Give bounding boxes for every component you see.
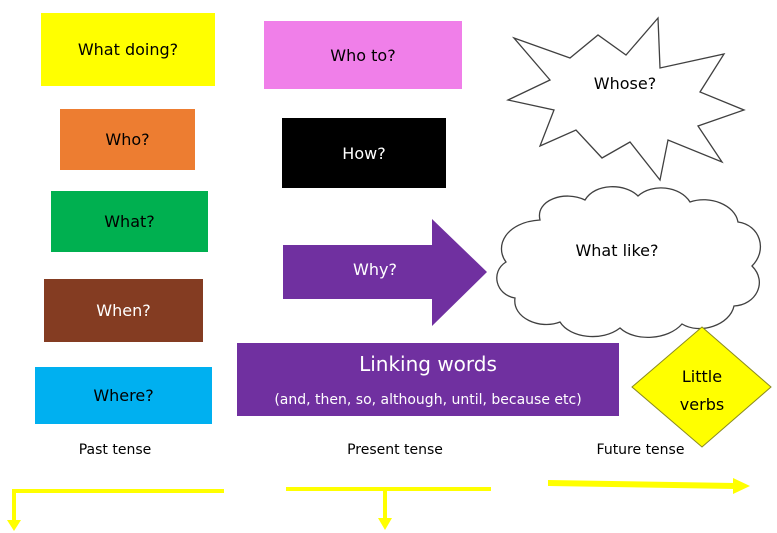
- how-label: How?: [342, 143, 386, 163]
- present-tense-label: Present tense: [347, 442, 443, 458]
- what-doing-label: What doing?: [77, 40, 179, 59]
- linking-words-subtitle: (and, then, so, although, until, because etc): [274, 392, 582, 408]
- what-label: What?: [104, 212, 155, 231]
- little-verbs-label-line1: Little: [681, 367, 723, 386]
- why-label: Why?: [353, 260, 397, 279]
- past-tense-arrow: [7, 489, 224, 531]
- where-label: Where?: [93, 386, 154, 405]
- what-like-label: What like?: [575, 241, 659, 260]
- little-verbs-label-line2: verbs: [679, 395, 725, 414]
- present-tense-arrow: [286, 487, 491, 530]
- future-tense-arrow: [548, 478, 750, 494]
- future-tense-label: Future tense: [596, 442, 685, 458]
- little-verbs-diamond-shape: [632, 327, 771, 447]
- who-to-label: Who to?: [330, 45, 396, 65]
- whose-label: Whose?: [593, 74, 657, 93]
- what-like-cloud-shape: [497, 187, 761, 338]
- past-tense-label: Past tense: [78, 442, 152, 458]
- linking-words-title: Linking words: [359, 352, 497, 376]
- whose-star-shape: [508, 18, 744, 180]
- when-label: When?: [96, 301, 151, 320]
- who-label: Who?: [105, 130, 150, 149]
